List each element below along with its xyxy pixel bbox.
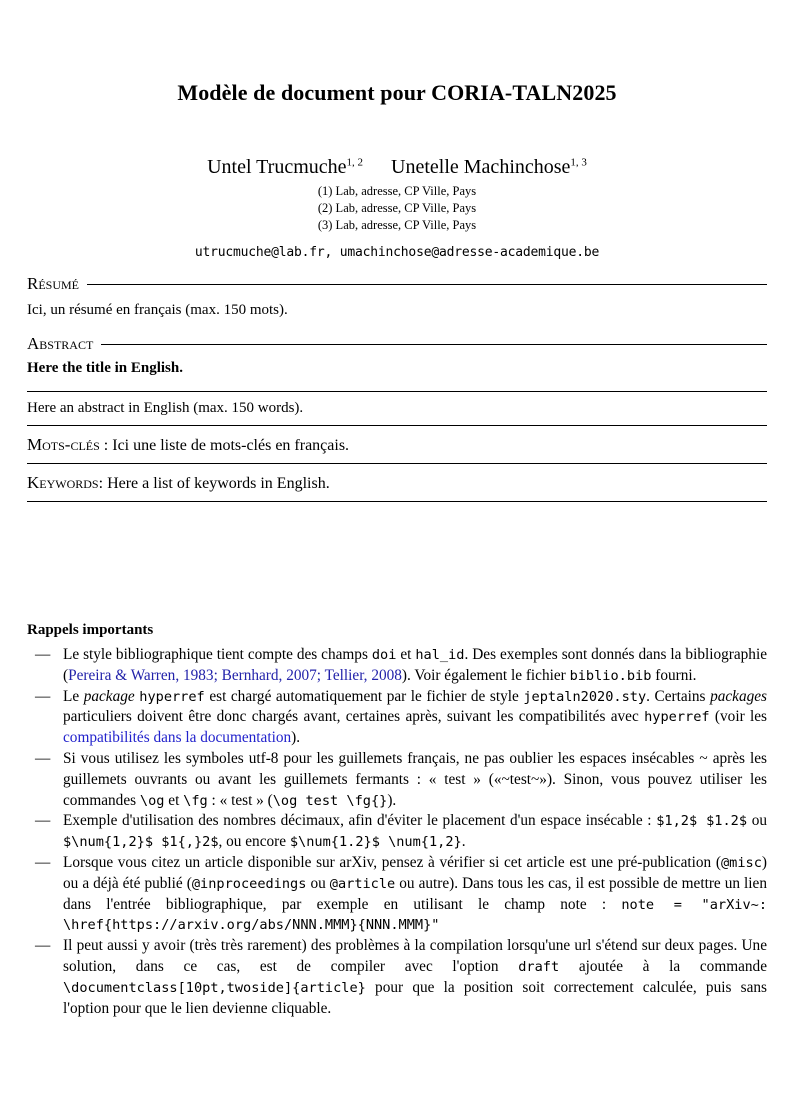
- item5-code-misc: @misc: [720, 854, 762, 871]
- abstract-english-title: Here the title in English.: [27, 360, 183, 376]
- item5-text-3: ou: [306, 874, 330, 892]
- affiliation-3: (3) Lab, adresse, CP Ville, Pays: [317, 218, 477, 232]
- item2-code-hyperref-2: hyperref: [644, 709, 710, 726]
- keywords-divider: [27, 463, 767, 464]
- item2-emph-packages: packages: [710, 687, 768, 705]
- abstract-text: Here an abstract in English (max. 150 words).: [27, 400, 304, 416]
- item2-text-3: . Certains: [646, 687, 711, 705]
- reminder-list: [27, 645, 767, 1019]
- author-2-name: Unetelle Machinchose: [391, 156, 571, 178]
- list-item: [27, 936, 767, 1019]
- list-item: [27, 645, 767, 687]
- item4-text-1: Exemple d'utilisation des nombres décimaux, afin d'éviter le placement d'un espace insécable :: [63, 812, 657, 830]
- item3-code-og: \og: [139, 792, 165, 809]
- keywords-en-label: Keywords: [27, 473, 99, 492]
- item1-text-1: Le style bibliographique tient compte des champs: [63, 646, 372, 663]
- item2-text-2: est chargé automatiquement par le fichier de style: [204, 687, 524, 705]
- keywords-fr-separator: :: [99, 437, 113, 454]
- affiliation-1: (1) Lab, adresse, CP Ville, Pays: [317, 184, 477, 198]
- item1-code-halid: hal_id: [415, 647, 465, 663]
- keywords-en-divider: [27, 501, 767, 502]
- item4-text-2: ou: [747, 812, 768, 830]
- item6-text-1: Il peut aussi y avoir (très très rarement) des problèmes à la compilation lorsqu'une url s'étend sur deux pages. Une solution, dans ce cas, est de compiler avec l'option: [63, 937, 767, 975]
- affiliation-2: (2) Lab, adresse, CP Ville, Pays: [317, 201, 477, 215]
- abstract-heading: Abstract: [27, 334, 94, 353]
- author-2: [391, 156, 587, 179]
- item5-text-2: ) ou a déjà été publié (: [63, 853, 767, 892]
- item2-code-sty: jeptaln2020.sty: [523, 688, 647, 705]
- resume-text: Ici, un résumé en français (max. 150 mots).: [27, 302, 288, 318]
- body-heading: Rappels importants: [27, 622, 154, 638]
- item3-text-3: : « test » (: [207, 791, 273, 809]
- item3-text-1: Si vous utilisez les symboles utf-8 pour les guillemets français, ne pas oublier les espaces insécables ~ après les guillemets ouvrants ou avant les guillemets fermants : « test » («~test~»). Sinon, vous pouvez utiliser les commandes: [63, 749, 767, 809]
- resume-heading-row: [27, 274, 767, 294]
- list-item: [27, 687, 767, 749]
- keywords-fr-label: Mots-clés: [27, 435, 100, 454]
- item3-code-ogfg: \og test \fg{}: [272, 792, 388, 809]
- item5-text-4: ou autre). Dans tous les cas, il est possible de mettre un lien dans l'entrée bibliographique, par exemple en utilisant le champ note :: [63, 874, 767, 913]
- author-1-affil-marker: 1, 2: [346, 156, 364, 169]
- item2-emph-package: package: [83, 687, 135, 705]
- keywords-fr-text: Ici une liste de mots-clés en français.: [112, 437, 350, 454]
- item4-code-3: $\num{1.2}$ \num{1,2}: [289, 834, 462, 851]
- abstract-divider-bottom: [27, 425, 767, 426]
- item1-text-4: ). Voir également le fichier: [401, 666, 570, 684]
- affiliations: [27, 183, 767, 234]
- abstract-heading-row: [27, 334, 767, 354]
- resume-rule: [87, 284, 767, 285]
- list-item: [27, 811, 767, 853]
- item4-text-3: , ou encore: [218, 833, 290, 851]
- item2-text-1: Le: [63, 687, 84, 705]
- item1-citation-link[interactable]: Pereira & Warren, 1983; Bernhard, 2007; Tellier, 2008: [68, 666, 402, 684]
- item2-text-4: particuliers doivent être donc chargés avant, certaines après, suivant les compatibilités avec: [63, 708, 645, 726]
- item2-code-hyperref-1: hyperref: [139, 688, 205, 705]
- item6-code-documentclass: \documentclass[10pt,twoside]{article}: [63, 979, 366, 996]
- author-2-affil-marker: 1, 3: [570, 156, 587, 169]
- list-item: [27, 853, 767, 936]
- item1-code-doi: doi: [371, 647, 397, 663]
- author-1: [207, 156, 363, 179]
- keywords-en-row: [27, 473, 767, 493]
- author-1-name: Untel Trucmuche: [207, 156, 347, 178]
- item5-code-note: note = "arXiv~: \href{https://arxiv.org/abs/NNN.MMM}{NNN.MMM}": [63, 896, 767, 934]
- item2-text-6: ).: [291, 729, 301, 747]
- item4-code-1: $1,2$ $1.2$: [656, 813, 748, 830]
- abstract-rule: [101, 344, 767, 345]
- abstract-divider-top: [27, 391, 767, 392]
- author-list: [27, 156, 767, 179]
- keywords-fr-row: [27, 435, 767, 455]
- item2-doc-link[interactable]: compatibilités dans la documentation: [63, 729, 292, 747]
- keywords-en-separator: :: [98, 475, 108, 492]
- item5-code-inproceedings: @inproceedings: [191, 875, 307, 892]
- page-title: Modèle de document pour CORIA-TALN2025: [177, 80, 617, 105]
- item3-text-4: ).: [387, 791, 397, 809]
- item2-text-5: (voir les: [709, 708, 767, 726]
- item1-text-5: fourni.: [651, 666, 697, 684]
- item3-code-fg: \fg: [183, 792, 208, 809]
- list-item: [27, 749, 767, 811]
- item4-code-2: $\num{1,2}$ $1{,}2$: [63, 834, 219, 851]
- item6-code-draft: draft: [518, 958, 560, 975]
- item1-code-bib: biblio.bib: [569, 667, 652, 684]
- author-emails[interactable]: utrucmuche@lab.fr, umachinchose@adresse-academique.be: [194, 245, 600, 260]
- item6-text-2: ajoutée à la commande: [559, 957, 767, 975]
- item3-text-2: et: [164, 791, 184, 809]
- item4-text-4: .: [461, 833, 466, 851]
- item1-text-3: . Des exemples sont donnés dans la bibliographie (: [63, 646, 767, 684]
- document-content: [27, 0, 767, 1019]
- item5-code-article: @article: [329, 875, 396, 892]
- resume-heading: Résumé: [27, 274, 80, 293]
- item1-text-2: et: [396, 646, 416, 663]
- item6-text-3: pour que la position soit correctement calculée, puis sans l'option pour que le lien devienne cliquable.: [63, 978, 767, 1017]
- item5-text-1: Lorsque vous citez un article disponible sur arXiv, pensez à vérifier si cet article est une pré-publication (: [63, 853, 721, 871]
- keywords-en-text: Here a list of keywords in English.: [107, 475, 330, 492]
